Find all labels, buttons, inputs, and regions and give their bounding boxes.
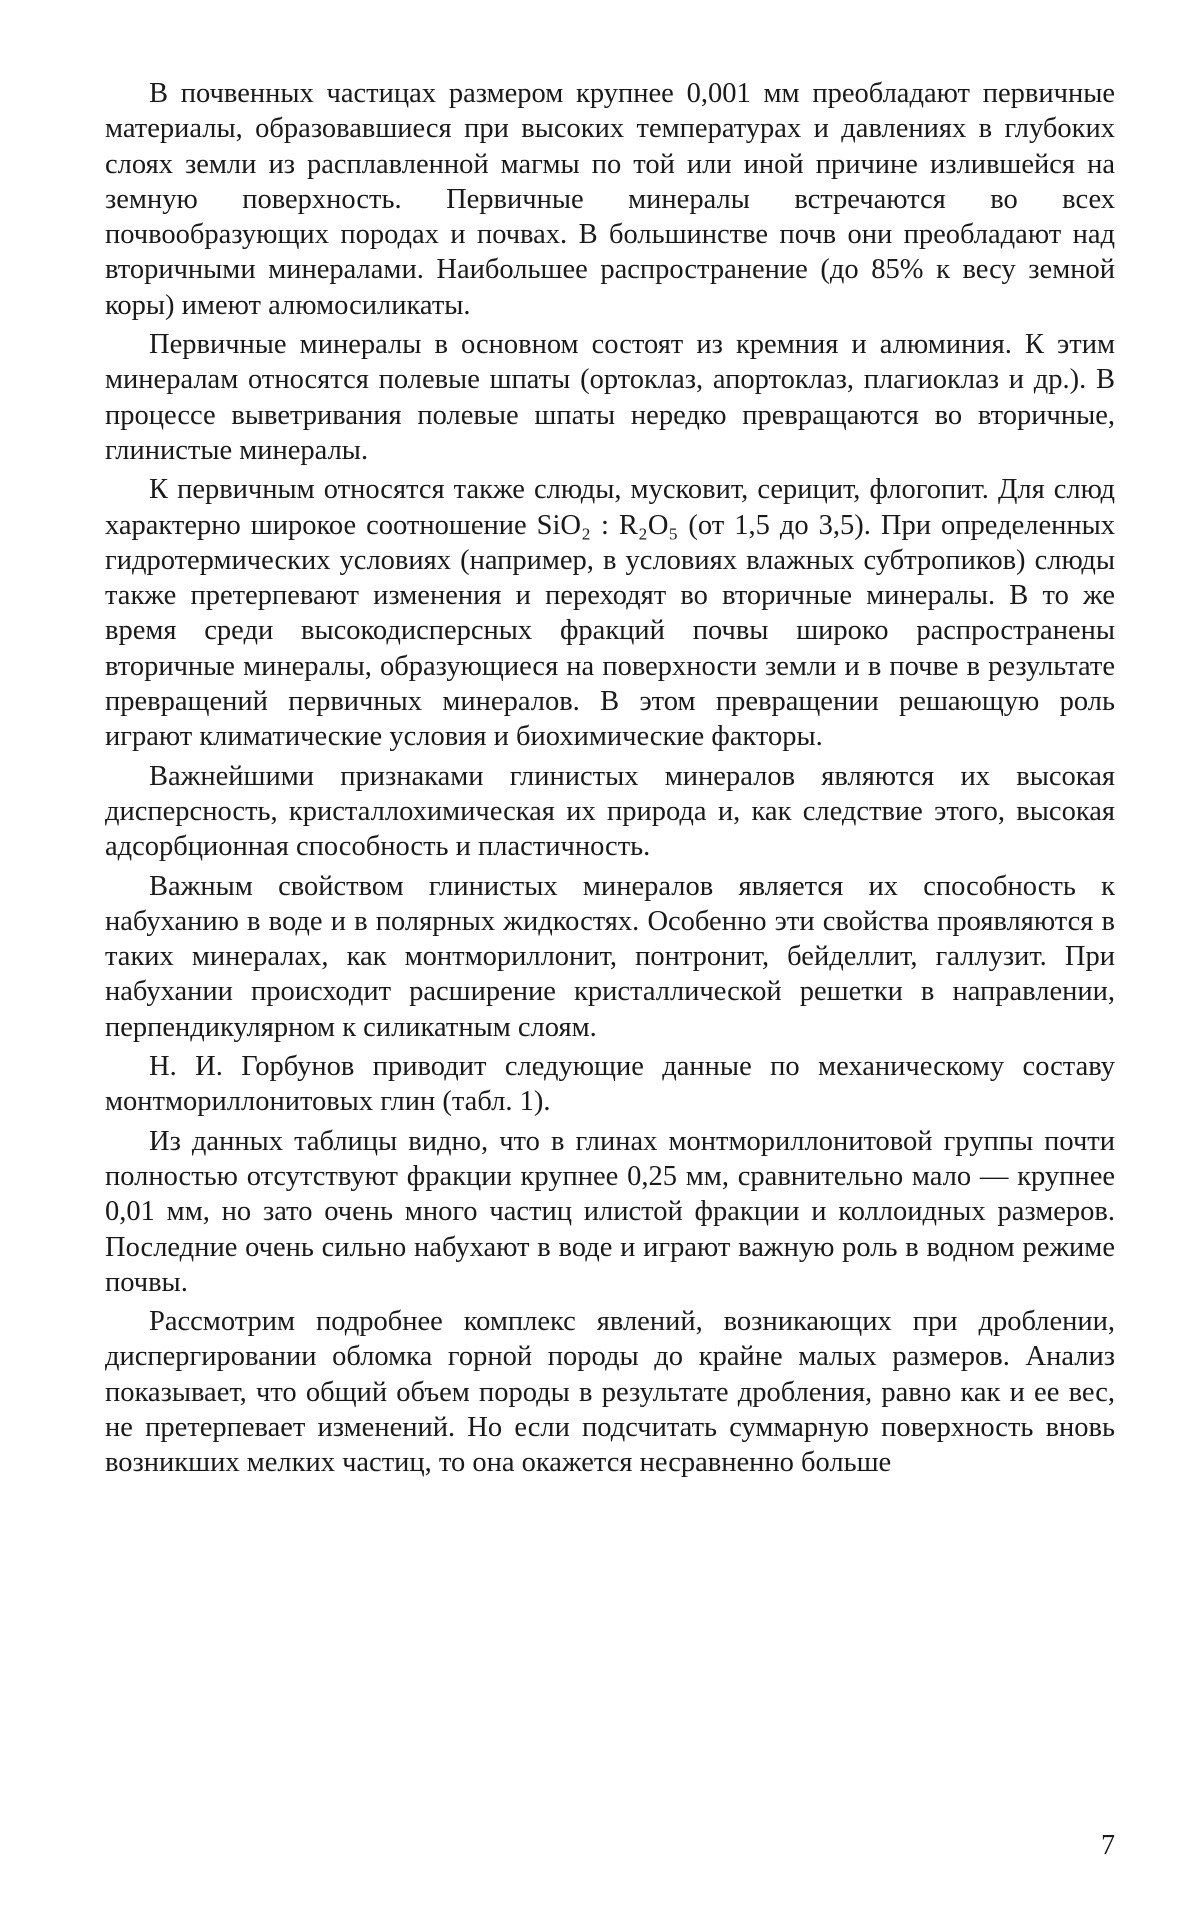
page-number: 7 <box>1101 1830 1115 1861</box>
paragraph-2: Первичные минералы в основном состоят из кремния и алюминия. К этим минералам относятся полевые шпаты (ортоклаз, апортоклаз, плагиоклаз и др.). В процессе выветривания полевые шпаты нередко превращаются во вторичные, глинистые минералы. <box>105 329 1115 466</box>
paragraph-6: Н. И. Горбунов приводит следующие данные по механическому составу монтмориллонитовых глин (табл. 1). <box>105 1051 1115 1118</box>
paragraph-4: Важнейшими признаками глинистых минералов являются их высокая дисперсность, кристаллохимическая их природа и, как следствие этого, высокая адсорбционная способность и пластичность. <box>105 760 1115 863</box>
paragraph-5: Важным свойством глинистых минералов является их способность к набуханию в воде и в полярных жидкостях. Особенно эти свойства проявляются в таких минералах, как монтмориллонит, понтронит, бейделлит, галлузит. При набухании происходит расширение кристаллической решетки в направлении, перпендикулярном к силикатным слоям. <box>105 870 1115 1043</box>
paragraph-7: Из данных таблицы видно, что в глинах монтмориллонитовой группы почти полностью отсутствуют фракции крупнее 0,25 мм, сравнительно мало — крупнее 0,01 мм, но зато очень много частиц илистой фракции и коллоидных размеров. Последние очень сильно набухают в воде и играют важную роль в водном режиме почвы. <box>105 1125 1115 1298</box>
body-text <box>105 76 1115 1485</box>
paragraph-3: К первичным относятся также слюды, мусковит, серицит, флогопит. Для слюд характерно широкое соотношение SiO₂ : R₂O₅ (от 1,5 до 3,5). При определенных гидротермических условиях (например, в условиях влажных субтропиков) слюды также претерпевают изменения и переходят во вторичные минералы. В то же время среди высокодисперсных фракций почвы широко распространены вторичные минералы, образующиеся на поверхности земли и в почве в результате превращений первичных минералов. В этом превращении решающую роль играют климатические условия и биохимические факторы. <box>105 474 1115 753</box>
paragraph-1: В почвенных частицах размером крупнее 0,001 мм преобладают первичные материалы, образовавшиеся при высоких температурах и давлениях в глубоких слоях земли из расплавленной магмы по той или иной причине излившейся на земную поверхность. Первичные минералы встречаются во всех почвообразующих породах и почвах. В большинстве почв они преобладают над вторичными минералами. Наибольшее распространение (до 85% к весу земной коры) имеют алюмосиликаты. <box>105 78 1115 321</box>
paragraph-8: Рассмотрим подробнее комплекс явлений, возникающих при дроблении, диспергировании обломка горной породы до крайне малых размеров. Анализ показывает, что общий объем породы в результате дробления, равно как и ее вес, не претерпевает изменений. Но если подсчитать суммарную поверхность вновь возникших мелких частиц, то она окажется несравненно больше <box>105 1306 1115 1479</box>
